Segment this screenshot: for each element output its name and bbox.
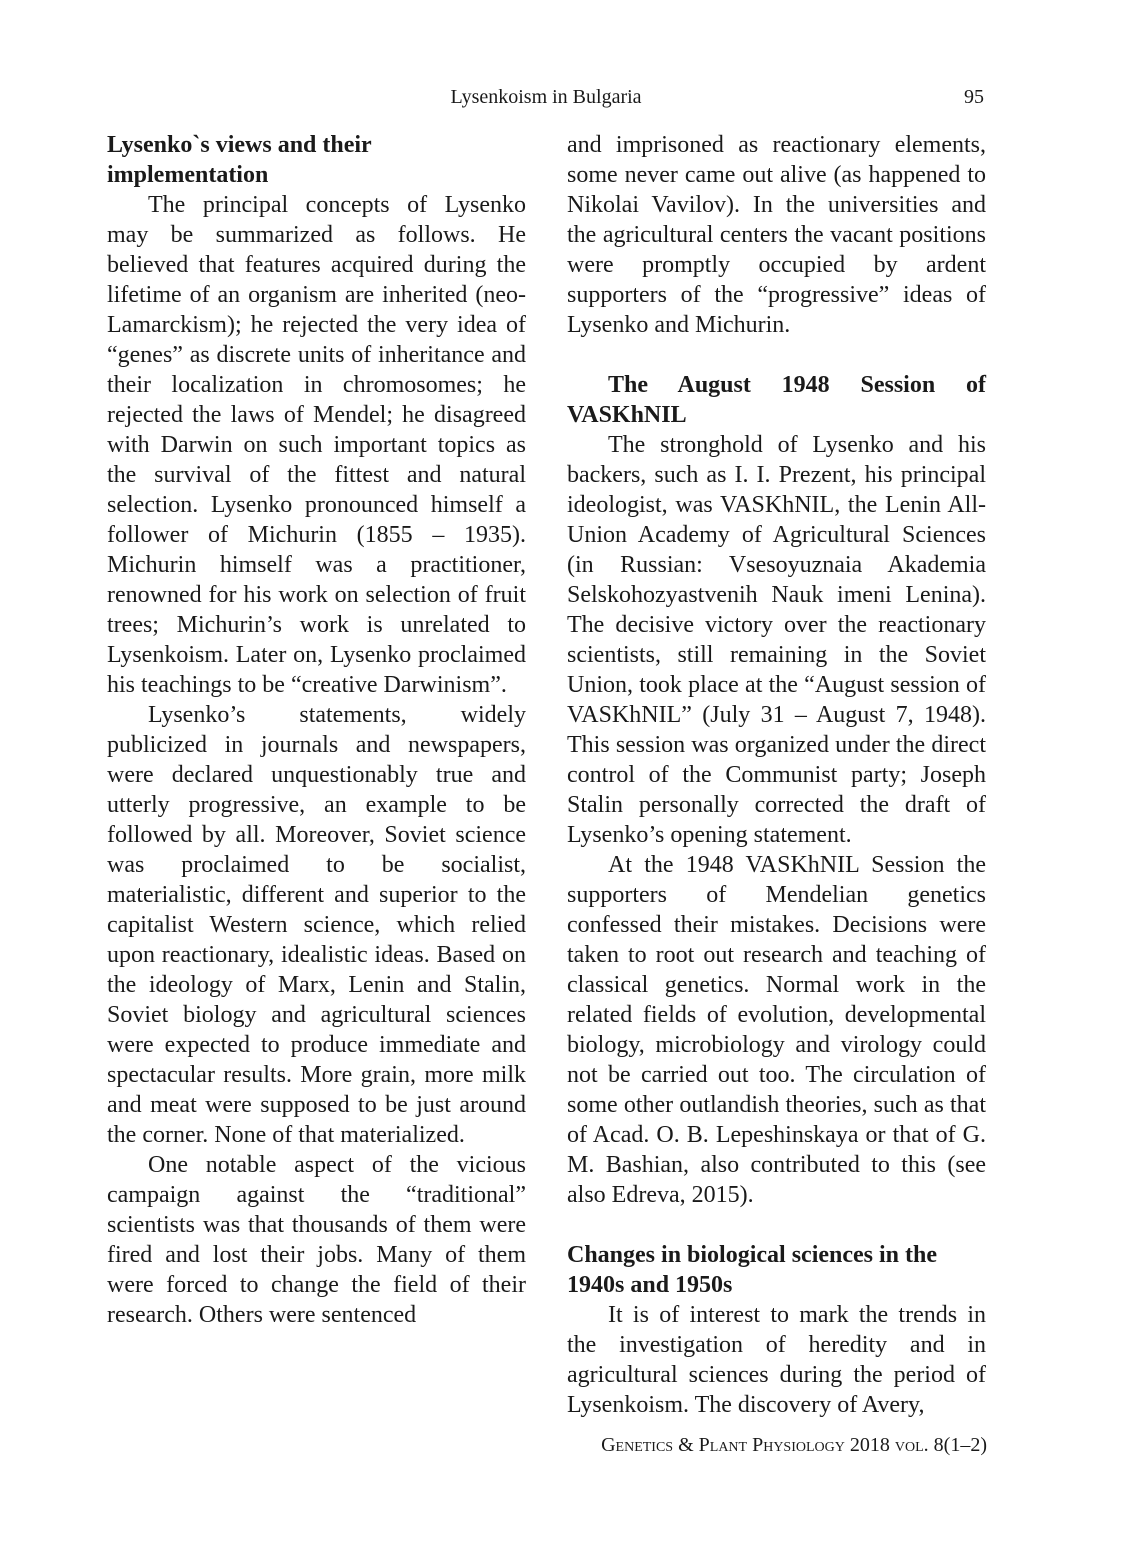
paragraph-continued: and imprisoned as reactionary elements, some never came out alive (as happened to Nikolai Vavilov). In the universities and the agricultural centers the vacant positions were promptly occupied by ardent supporters of the “progressive” ideas of Lysenko and Michurin.	[567, 132, 986, 338]
running-title: Lysenkoism in Bulgaria	[450, 86, 642, 108]
journal-footer	[601, 1432, 987, 1458]
running-header	[0, 84, 1122, 110]
journal-year: 2018	[849, 1434, 890, 1456]
paragraph-lysenko-statements: Lysenko’s statements, widely publicized in journals and newspapers, were declared unquestionably true and utterly progressive, an example to be followed by all. Moreover, Soviet science was proclaimed to be socialist, materialistic, different and superior to the capitalist Western science, which relied upon reactionary, idealistic ideas. Based on the ideology of Marx, Lenin and Stalin, Soviet biology and agricultural sciences were expected to produce immediate and spectacular results. More grain, more milk and meat were supposed to be just around the corner. None of that materialized.	[107, 702, 526, 1148]
journal-volume: 8(1–2)	[933, 1434, 987, 1456]
section-heading-changes: Changes in biological sciences in the 1940s and 1950s	[567, 1242, 938, 1298]
paragraph-principal-concepts: The principal concepts of Lysenko may be summarized as follows. He believed that features acquired during the lifetime of an organism are inherited (neo-Lamarckism); he rejected the very idea of “genes” as discrete units of inheritance and their localization in chromosomes; he rejected the laws of Mendel; he disagreed with Darwin on such important topics as the survival of the fittest and natural selection. Lysenko pronounced himself a follower of Michurin (1855 – 1935). Michurin himself was a practitioner, renowned for his work on selection of fruit trees; Michurin’s work is unrelated to Lysenkoism. Later on, Lysenko proclaimed his teachings to be “creative Darwinism”.	[107, 192, 526, 698]
right-column	[567, 130, 986, 1420]
paragraph-trends: It is of interest to mark the trends in the investigation of heredity and in agricultural sciences during the period of Lysenkoism. The discovery of Avery,	[567, 1302, 986, 1418]
volume-label: vol.	[894, 1434, 929, 1456]
paragraph-1948-session: At the 1948 VASKhNIL Session the supporters of Mendelian genetics confessed their mistakes. Decisions were taken to root out research and teaching of classical genetics. Normal work in the related fields of evolution, developmental biology, microbiology and virology could not be carried out too. The circulation of some other outlandish theories, such as that of Acad. O. B. Lepeshinskaya or that of G. M. Bashian, also contributed to this (see also Edreva, 2015).	[567, 852, 986, 1208]
page-number: 95	[964, 86, 984, 108]
section-heading-august-session: The August 1948 Session of VASKhNIL	[567, 372, 986, 428]
left-column	[107, 130, 526, 1330]
paragraph-campaign: One notable aspect of the vicious campaign against the “traditional” scientists was that thousands of them were fired and lost their jobs. Many of them were forced to change the field of their research. Others were sentenced	[107, 1152, 526, 1328]
section-heading-lysenko-views: Lysenko`s views and their implementation	[107, 132, 372, 188]
paragraph-stronghold: The stronghold of Lysenko and his backers, such as I. I. Prezent, his principal ideologist, was VASKhNIL, the Lenin All-Union Academy of Agricultural Sciences (in Russian: Vsesoyuznaia Akademia Selskohozyastvenih Nauk imeni Lenina). The decisive victory over the reactionary scientists, still remaining in the Soviet Union, took place at the “August session of VASKhNIL” (July 31 – August 7, 1948). This session was organized under the direct control of the Communist party; Joseph Stalin personally corrected the draft of Lysenko’s opening statement.	[567, 432, 986, 848]
journal-name: Genetics & Plant Physiology	[601, 1434, 845, 1456]
